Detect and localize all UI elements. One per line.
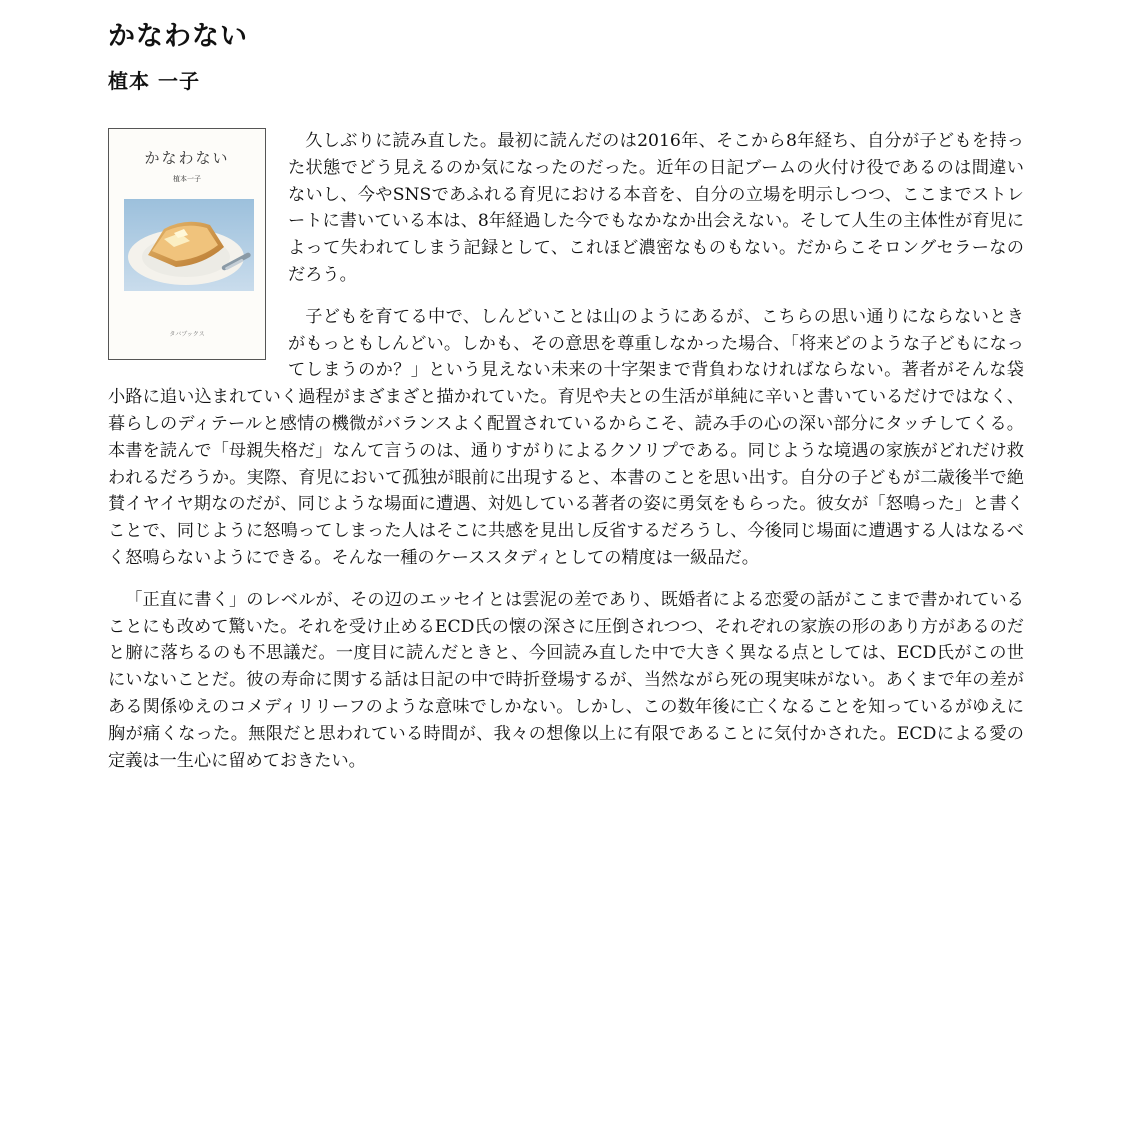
book-title: かなわない — [108, 21, 248, 52]
review-paragraph-1: 久しぶりに読み直した。最初に読んだのは2016年、そこから8年経ち、自分が子どもを持った状態でどう見えるのか気になったのだった。近年の日記ブームの火付け役であるのは間違いないし、今やSNSであふれる育児における本音を、自分の立場を明示しつつ、ここまでストレートに書いている本は、8年経過した今でもなかなか出会えない。そして人生の主体性が育児によって失われてしまう記録として、これほど濃密なものもない。だからこそロングセラーなのだろう。 — [288, 131, 1024, 285]
book-cover — [108, 128, 266, 360]
review-page — [108, 18, 1024, 774]
toast-with-butter-icon — [124, 199, 254, 291]
cover-publisher: タバブックス — [169, 331, 205, 338]
review-body — [108, 128, 1024, 774]
book-author: 植本 一子 — [108, 69, 200, 93]
cover-author: 植本一子 — [173, 175, 201, 183]
cover-title: かなわない — [144, 149, 230, 167]
review-paragraph-2: 子どもを育てる中で、しんどいことは山のようにあるが、こちらの思い通りにならないときがもっともしんどい。しかも、その意思を尊重しなかった場合、「将来どのような子どもになってしまうのか？」という見えない未来の十字架まで背負わなければならない。著者がそんな袋小路に追い込まれていく過程がまざまざと描かれていた。育児や夫との生活が単純に辛いと書いているだけではなく、暮らしのディテールと感情の機微がバランスよく配置されているからこそ、読み手の心の深い部分にタッチしてくる。本書を読んで「母親失格だ」なんて言うのは、通りすがりによるクソリプである。同じような境遇の家族がどれだけ救われるだろうか。実際、育児において孤独が眼前に出現すると、本書のことを思い出す。自分の子どもが二歳後半で絶賛イヤイヤ期なのだが、同じような場面に遭遇、対処している著者の姿に勇気をもらった。彼女が「怒鳴った」と書くことで、同じように怒鳴ってしまった人はそこに共感を見出し反省するだろうし、今後同じ場面に遭遇する人はなるべく怒鳴らないようにできる。そんな一種のケーススタディとしての精度は一級品だ。 — [108, 306, 1024, 568]
review-paragraph-3: 「正直に書く」のレベルが、その辺のエッセイとは雲泥の差であり、既婚者による恋愛の話がここまで書かれていることにも改めて驚いた。それを受け止めるECD氏の懐の深さに圧倒されつつ、それぞれの家族の形のあり方があるのだと腑に落ちるのも不思議だ。一度目に読んだときと、今回読み直した中で大きく異なる点としては、ECD氏がこの世にいないことだ。彼の寿命に関する話は日記の中で時折登場するが、当然ながら死の現実味がない。あくまで年の差がある関係ゆえのコメディリリーフのような意味でしかない。しかし、この数年後に亡くなることを知っているがゆえに胸が痛くなった。無限だと思われている時間が、我々の想像以上に有限であることに気付かされた。ECDによる愛の定義は一生心に留めておきたい。 — [108, 589, 1024, 771]
